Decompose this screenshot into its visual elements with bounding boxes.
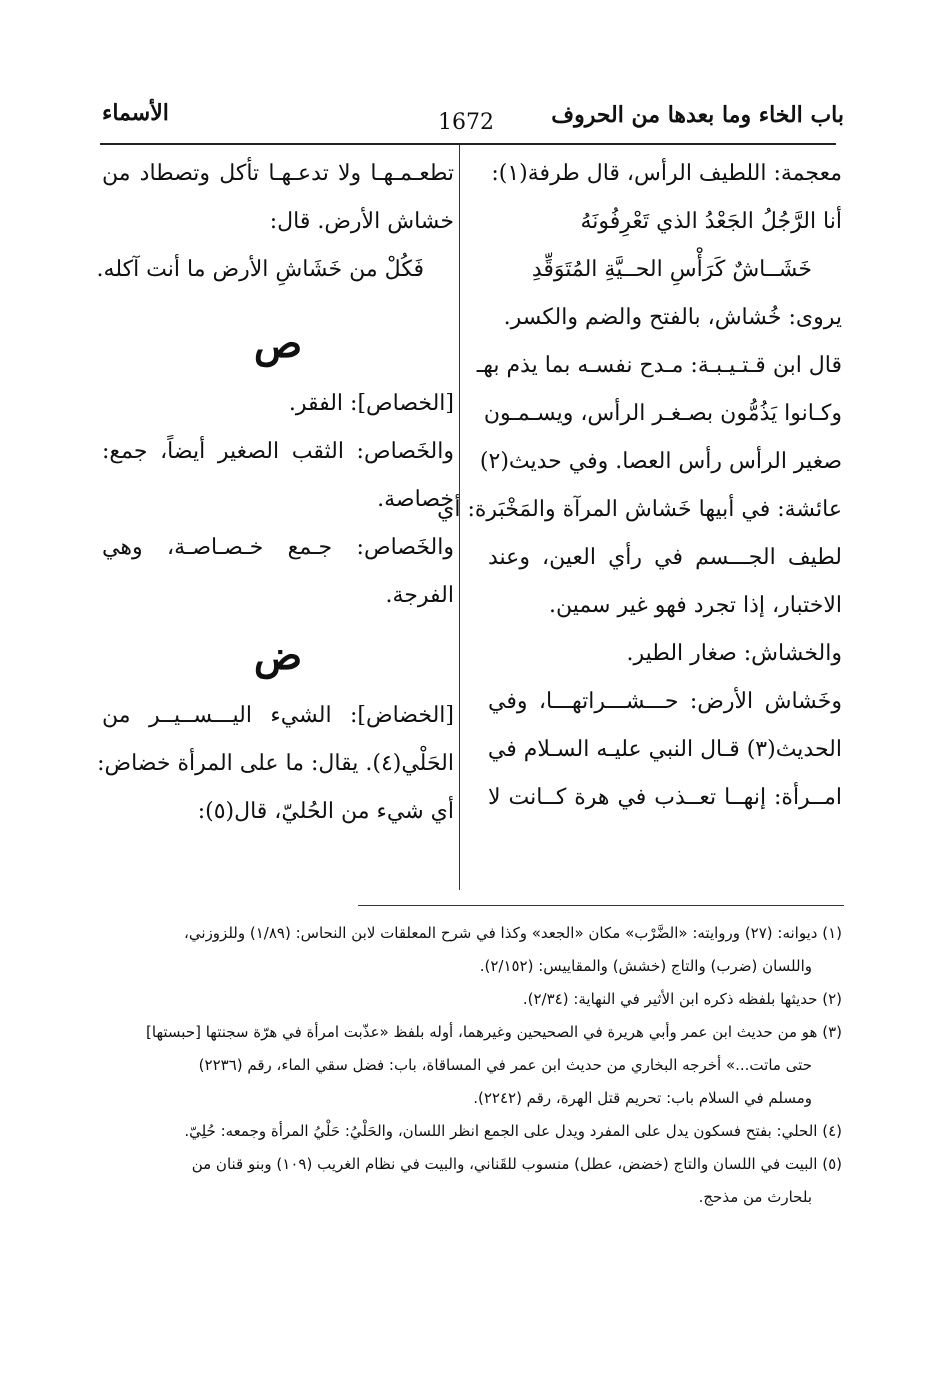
text-line: معجمة: اللطيف الرأس، قال طرفة(١):: [491, 161, 842, 186]
footnote-line: (١) ديوانه: (٢٧) وروايته: «الضَّرْب» مكان «الجعد» وكذا في شرح المعلقات لابن النحاس: (١/٨٩) وللزوزني،: [184, 924, 842, 942]
footnote-line: ومسلم في السلام باب: تحريم قتل الهرة، رقم (٢٢٤٢).: [473, 1089, 812, 1107]
footnote-line: (٤) الحلي: بفتح فسكون يدل على المفرد ويدل على الجمع انظر اللسان، والحَلْيُ: حَلْيُ المرأة وجمعه: حُلِيّ.: [184, 1122, 842, 1140]
section-title: الأسماء: [102, 100, 169, 126]
header-rule: [100, 143, 836, 145]
page-number: 1672: [438, 110, 494, 135]
text-line: الاختبار، إذا تجرد فهو غير سمين.: [548, 593, 842, 618]
text-line: صغير الرأس رأس العصا. وفي حديث(٢): [479, 449, 842, 474]
text-line: امــرأة: إنهــا تعــذب في هرة كــانت لا: [488, 785, 842, 810]
footnote-line: بلحارث من مذحج.: [698, 1188, 812, 1206]
entry-line: [الخصاص]: الفقر.: [288, 391, 454, 416]
entry-line: أي شيء من الحُليّ، قال(٥):: [197, 799, 454, 824]
letter-heading-sad: ص: [253, 320, 303, 367]
footnotes: [102, 917, 842, 1214]
footnote-rule: [358, 905, 844, 906]
text-line: وكـانوا يَذُمُّون بصـغـر الرأس، ويسـمـون: [483, 401, 842, 426]
entry-line: خصاصة.: [377, 487, 454, 512]
entry-line: [الخضاض]: الشيء اليـــســيــر من: [102, 703, 454, 728]
text-line: وخَشاش الأرض: حـــشـــراتهـــا، وفي: [488, 689, 842, 714]
text-line: والخشاش: صغار الطير.: [626, 641, 842, 666]
footnote-line: (٢) حديثها بلفظه ذكره ابن الأثير في النهاية: (٢/٣٤).: [522, 990, 842, 1008]
entry-line: الحَلْي(٤). يقال: ما على المرأة خضاض:: [97, 751, 454, 776]
footnote-line: (٥) البيت في اللسان والتاج (خضض، عطل) منسوب للقَناني، والبيت في نظام الغريب (١٠٩) وبنو قنان من: [191, 1155, 842, 1173]
text-line: تطعـمـهـا ولا تدعـهـا تأكل وتصطاد من: [102, 161, 454, 186]
entry-line: والخَصاص: الثقب الصغير أيضاً، جمع:: [102, 439, 454, 464]
text-line: الحديث(٣) قـال النبي عليـه السـلام في: [487, 737, 842, 762]
text-line: عائشة: في أبيها خَشاش المرآة والمَخْبَرة: أي: [437, 497, 842, 522]
letter-heading-dad: ض: [253, 632, 303, 679]
right-column: [437, 150, 842, 822]
footnote-line: (٣) هو من حديث ابن عمر وأبي هريرة في الصحيحين وغيرهما، أوله بلفظ «عذّبت امرأة في هرّة سجنتها [حبستها]: [146, 1023, 842, 1041]
poem-line: فَكُلْ من خَشَاشِ الأرض ما أنت آكله.: [96, 257, 424, 282]
footnote-line: حتى ماتت...» أخرجه البخاري من حديث ابن عمر في المساقاة، باب: فضل سقي الماء، رقم (٢٢٣٦): [198, 1056, 812, 1074]
poem-line: أنا الرَّجُلُ الجَعْدُ الذي تَعْرِفُونَهُ: [580, 209, 842, 234]
chapter-title: باب الخاء وما بعدها من الحروف: [551, 102, 844, 128]
poem-line: خَشَــاشٌ كَرَأْسِ الحــيَّةِ المُتَوَقِّدِ: [531, 257, 812, 282]
entry-line: الفرجة.: [385, 583, 454, 608]
text-line: قال ابن قـتـيـبـة: مـدح نفسـه بما يذم بهـ: [476, 353, 842, 378]
text-line: خشاش الأرض. قال:: [269, 209, 454, 234]
entry-line: والخَصاص: جـمع خـصـاصـة، وهي: [102, 535, 454, 560]
text-line: يروى: خُشاش، بالفتح والضم والكسر.: [503, 305, 842, 330]
footnote-line: واللسان (ضرب) والتاج (خشش) والمقاييس: (٢/١٥٢).: [479, 957, 812, 975]
text-line: لطيف الجـــسم في رأي العين، وعند: [488, 545, 842, 570]
left-column: [96, 150, 454, 836]
